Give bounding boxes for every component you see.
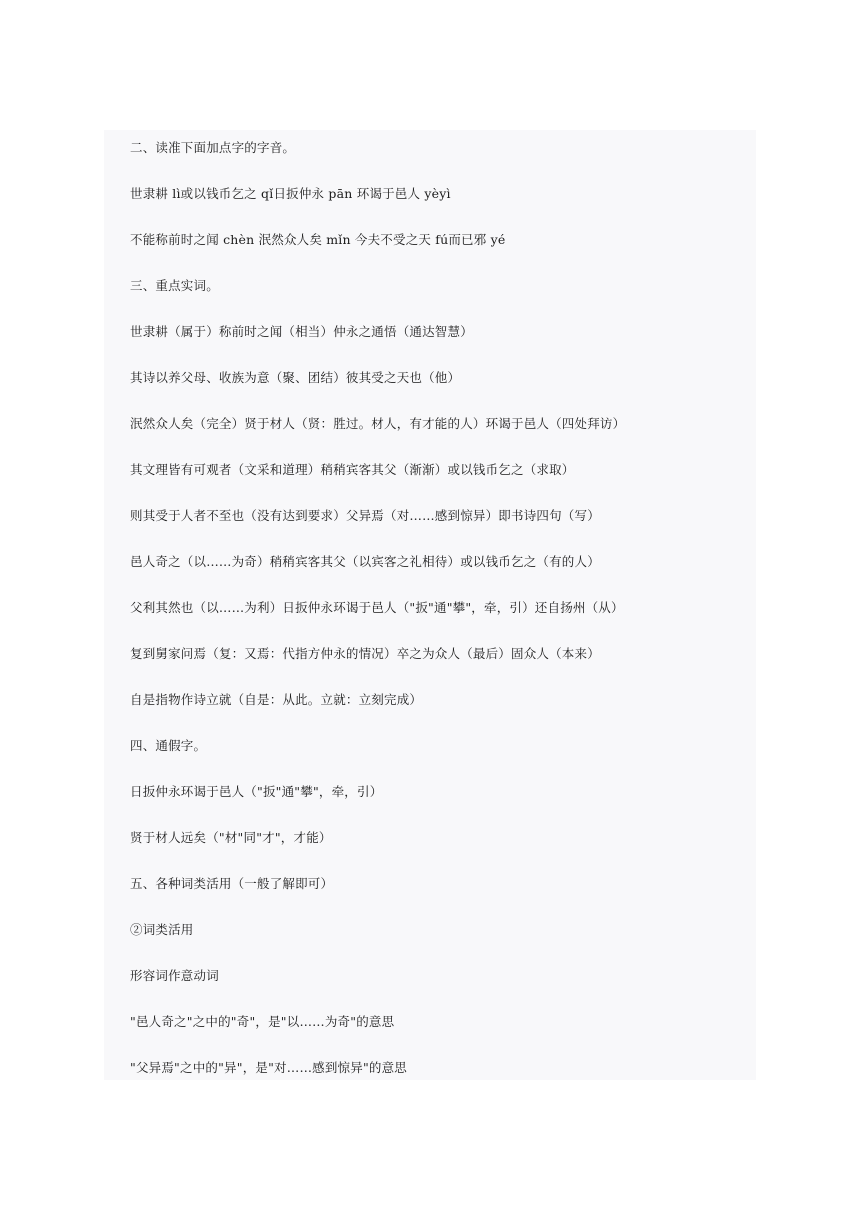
- section-heading-pronunciation: 二、读准下面加点字的字音。: [130, 140, 296, 155]
- section-heading-key-words: 三、重点实词。: [130, 278, 219, 293]
- text-line: 世隶耕（属于）称前时之闻（相当）仲永之通悟（通达智慧）: [130, 324, 473, 339]
- text-line: "父异焉"之中的"异"，是"对……感到惊异"的意思: [130, 1060, 407, 1075]
- text-line: 父利其然也（以……为利）日扳仲永环谒于邑人（"扳"通"攀"，牵，引）还自扬州（从）: [130, 600, 624, 615]
- subheading: ②词类活用: [130, 922, 194, 937]
- text-line: 世隶耕 lì或以钱币乞之 qǐ日扳仲永 pān 环谒于邑人 yèyì: [130, 186, 451, 201]
- text-line: 自是指物作诗立就（自是：从此。立就：立刻完成）: [130, 692, 423, 707]
- text-line: 其诗以养父母、收族为意（聚、团结）彼其受之天也（他）: [130, 370, 461, 385]
- text-line: 日扳仲永环谒于邑人（"扳"通"攀"，牵，引）: [130, 784, 383, 799]
- text-line: 贤于材人远矣（"材"同"才"，才能）: [130, 830, 332, 845]
- text-line: 泯然众人矣（完全）贤于材人（贤：胜过。材人，有才能的人）环谒于邑人（四处拜访）: [130, 416, 626, 431]
- text-line: 其文理皆有可观者（文采和道理）稍稍宾客其父（渐渐）或以钱币乞之（求取）: [130, 462, 575, 477]
- text-line: 则其受于人者不至也（没有达到要求）父异焉（对……感到惊异）即书诗四句（写）: [130, 508, 600, 523]
- text-line: "邑人奇之"之中的"奇"，是"以……为奇"的意思: [130, 1014, 395, 1029]
- text-line: 复到舅家问焉（复：又焉：代指方仲永的情况）卒之为众人（最后）固众人（本来）: [130, 646, 600, 661]
- section-heading-loan-characters: 四、通假字。: [130, 738, 207, 753]
- subheading: 形容词作意动词: [130, 968, 219, 983]
- text-line: 不能称前时之闻 chèn 泯然众人矣 mǐn 今夫不受之天 fú而已邪 yé: [130, 232, 506, 247]
- text-line: 邑人奇之（以……为奇）稍稍宾客其父（以宾客之礼相待）或以钱币乞之（有的人）: [130, 554, 600, 569]
- section-heading-word-class: 五、各种词类活用（一般了解即可）: [130, 876, 334, 891]
